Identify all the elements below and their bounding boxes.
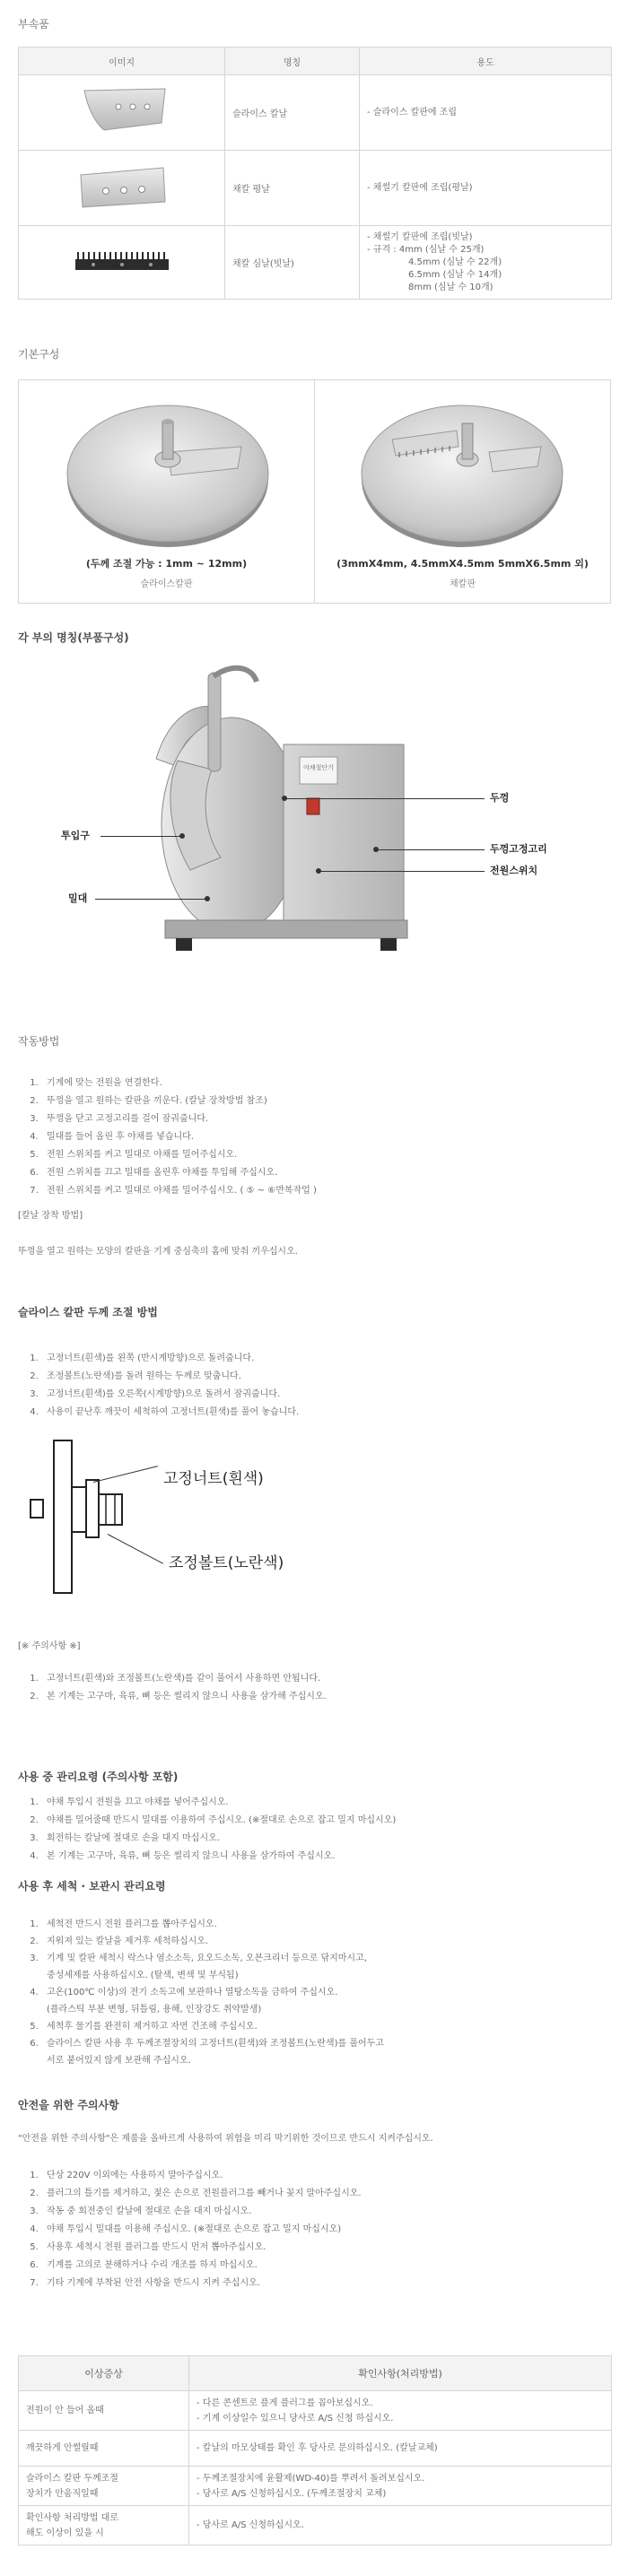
list-item: 4. 사용이 끝난후 깨끗이 세척하여 고정너트(흰색)를 풀어 놓습니다. — [41, 1404, 625, 1422]
list-item: 1. 야채 투입시 전원을 끄고 야채를 넣어주십시오. — [41, 1794, 625, 1812]
adjuster-drawing — [25, 1435, 178, 1597]
slice-disc-image — [62, 393, 274, 554]
list-item: 2. 지워져 있는 칼날을 제거후 세척하십시오. — [41, 1933, 625, 1950]
basic-components — [18, 379, 611, 604]
accessories-header-row — [19, 48, 612, 75]
caution-list — [18, 1670, 625, 1706]
accessory-use: - 채썰기 칼판에 조립(빗날) - 규격 : 4mm (심날 수 25개) 4.5mm (심날 수 22개) 6.5mm (심날 수 14개) 8mm (심날 수 10개) — [360, 226, 612, 300]
adjust-bolt-label: 조정볼트(노란색) — [169, 1554, 284, 1572]
action-cell: - 다른 콘센트로 플게 플러그를 꼽아보십시오. - 기계 이상일수 있으니 당사로 A/S 신청 하십시오. — [189, 2391, 612, 2431]
slice-title: 슬라이스 칼판 두께 조절 방법 — [18, 1306, 158, 1318]
list-item: 6. 기계를 고의로 분해하거나 수리 개조를 하지 마십시오. — [41, 2257, 625, 2275]
list-item: 7. 기타 기계에 부착된 안전 사항을 반드시 지켜 주십시오. — [41, 2275, 625, 2293]
list-item: 4. 본 기계는 고구마, 육류, 뼈 등은 썰리지 않으니 사용을 삼가하여 주십시오. — [41, 1848, 625, 1866]
list-item: 1. 세척전 반드시 전원 플러그를 뽑아주십시오. — [41, 1916, 625, 1933]
header-symptom: 이상증상 — [19, 2356, 189, 2391]
accessory-use: - 슬라이스 칼판에 조립 — [360, 75, 612, 151]
flat-blade-image — [19, 151, 225, 226]
machine-plate-text: 야채절단기 — [303, 764, 334, 771]
julienne-disc-image — [356, 393, 568, 554]
list-item: 3. 작동 중 회전중인 칼날에 절대로 손을 대지 마십시오. — [41, 2203, 625, 2221]
slice-disc-caption: (두께 조절 가능 : 1mm ~ 12mm) — [85, 558, 248, 570]
list-item: 2. 뚜껑을 열고 원하는 칼판을 끼운다. (칼날 장착방법 참조) — [41, 1092, 625, 1110]
label-power-switch: 전원스위치 — [490, 865, 538, 876]
safety-steps — [18, 2167, 625, 2293]
list-item: 3. 기계 및 칼판 세척시 락스나 염소소독, 요오드소독, 오븐크리너 등으로 닦지마시고, 중성세제를 사용하십시오. (탈색, 변색 및 부식됨) — [41, 1950, 625, 1984]
table-row — [19, 226, 612, 300]
label-lid: 두껑 — [490, 792, 510, 804]
fixing-nut-label: 고정너트(흰색) — [163, 1470, 264, 1488]
list-item: 6. 슬라이스 칼판 사용 후 두께조절장치의 고정너트(흰색)와 조정볼트(노란색)를 풀어두고 서로 붙어있지 않게 보관해 주십시오. — [41, 2035, 625, 2069]
symptom-cell: 전원이 안 들어 올때 — [19, 2391, 189, 2431]
list-item: 2. 본 기계는 고구마, 육류, 뼈 등은 썰리지 않으니 사용을 삼가해 주십시오. — [41, 1688, 625, 1706]
header-image: 이미지 — [19, 48, 225, 75]
action-cell: - 칼날의 마모상태를 확인 후 당사로 문의하십시오. (칼날교체) — [189, 2431, 612, 2467]
table-row — [19, 2391, 612, 2431]
table-row — [19, 2467, 612, 2506]
list-item: 2. 조정볼트(노란색)를 돌려 원하는 두께로 맞춥니다. — [41, 1368, 625, 1386]
list-item: 1. 고정너트(흰색)와 조정볼트(노란색)를 같이 풀어서 사용하면 안됩니다. — [41, 1670, 625, 1688]
operation-title: 작동방법 — [18, 1035, 60, 1048]
table-row — [19, 75, 612, 151]
label-pusher: 밀대 — [68, 892, 88, 904]
table-row — [19, 151, 612, 226]
accessories-title: 부속품 — [18, 18, 49, 30]
accessory-use: - 채썰기 칼판에 조립(평날) — [360, 151, 612, 226]
list-item: 1. 단상 220V 이외에는 사용하지 말아주십시오. — [41, 2167, 625, 2185]
label-feed-inlet: 투입구 — [61, 830, 90, 841]
table-row — [19, 2431, 612, 2467]
list-item: 7. 전원 스위치를 켜고 밀대로 야채를 밀어주십시오. ( ⑤ ~ ⑥반복작업 ) — [41, 1182, 625, 1200]
list-item: 1. 고정너트(흰색)를 왼쪽 (반시계방향)으로 돌려줍니다. — [41, 1350, 625, 1368]
usage-steps — [18, 1794, 625, 1866]
safety-intro: "안전을 위한 주의사항"은 제품을 올바르게 사용하여 위험을 미리 막기위한 것이므로 반드시 지켜주십시오. — [18, 2134, 433, 2144]
slice-steps — [18, 1350, 625, 1422]
parts-diagram — [0, 655, 629, 978]
operation-steps — [18, 1075, 625, 1200]
list-item: 1. 기계에 맞는 전원을 연결한다. — [41, 1075, 625, 1092]
list-item: 6. 전원 스위치를 끄고 밀대를 올린후 야채를 투입해 주십시오. — [41, 1164, 625, 1182]
vegetable-cutter-image — [133, 655, 420, 974]
list-item: 3. 뚜껑을 닫고 고정고리를 걸어 잠궈줍니다. — [41, 1110, 625, 1128]
cleaning-steps — [18, 1916, 625, 2069]
accessories-table — [18, 47, 612, 300]
symptom-cell: 깨끗하게 안썰릴때 — [19, 2431, 189, 2467]
list-item: 4. 고온(100℃ 이상)의 전기 소독고에 보관하나 열탕소독을 금하여 주십시오. (플라스틱 부분 변형, 뒤틀림, 용해, 인장강도 취약발생) — [41, 1984, 625, 2018]
table-row — [19, 2506, 612, 2546]
list-item: 5. 사용후 세척시 전원 플러그를 반드시 먼저 뽑아주십시오. — [41, 2239, 625, 2257]
julienne-disc-name: 채칼판 — [450, 579, 476, 589]
troubleshooting-header-row — [19, 2356, 612, 2391]
action-cell: - 당사로 A/S 신청하십시오. — [189, 2506, 612, 2546]
accessory-name: 채칼 심날(빗날) — [225, 226, 360, 300]
basic-title: 기본구성 — [18, 348, 60, 361]
list-item: 2. 야채를 밀어줄때 반드시 밀대를 이용하여 주십시오. (※절대로 손으로 잡고 밀지 마십시오) — [41, 1812, 625, 1830]
blade-mount-label: [칼날 장착 방법] — [18, 1211, 83, 1221]
slice-blade-image — [19, 75, 225, 151]
julienne-disc-panel — [314, 380, 610, 603]
list-item: 3. 고정너트(흰색)를 오른쪽(시계방향)으로 돌려서 잠궈줍니다. — [41, 1386, 625, 1404]
slice-disc-name: 슬라이스칼판 — [140, 579, 193, 589]
thickness-diagram — [0, 1435, 629, 1597]
header-use: 용도 — [360, 48, 612, 75]
caution-label: [※ 주의사항 ※] — [18, 1641, 81, 1651]
usage-title: 사용 중 관리요령 (주의사항 포함) — [18, 1771, 179, 1783]
symptom-cell: 확인사항 처리방법 대로 해도 이상이 있을 시 — [19, 2506, 189, 2546]
list-item: 3. 회전하는 칼날에 절대로 손을 대지 마십시오. — [41, 1830, 625, 1848]
accessory-name: 슬라이스 칼날 — [225, 75, 360, 151]
list-item: 4. 야채 투입시 밀대를 이용해 주십시오. (※절대로 손으로 잡고 밀지 마십시오) — [41, 2221, 625, 2239]
accessory-name: 채칼 평날 — [225, 151, 360, 226]
header-action: 확인사항(처리방법) — [189, 2356, 612, 2391]
list-item: 5. 전원 스위치를 켜고 밀대로 야채를 밀어주십시오. — [41, 1146, 625, 1164]
header-name: 명칭 — [225, 48, 360, 75]
troubleshooting-table — [18, 2355, 612, 2546]
symptom-cell: 슬라이스 칼판 두께조절 장치가 안움직일때 — [19, 2467, 189, 2506]
label-lid-lock: 두껑고정고리 — [490, 843, 547, 855]
list-item: 5. 세척후 물기를 완전히 제거하고 자연 건조해 주십시오. — [41, 2018, 625, 2035]
safety-title: 안전을 위한 주의사항 — [18, 2099, 119, 2111]
action-cell: - 두께조절장치에 윤활제(WD-40)를 뿌려서 돌려보십시오. - 당사로 A/S 신청하십시오. (두께조절장치 교체) — [189, 2467, 612, 2506]
comb-blade-image — [19, 226, 225, 300]
blade-mount-text: 뚜껑을 열고 원하는 모양의 칼판을 기계 중심축의 홈에 맞춰 끼우십시오. — [18, 1247, 298, 1257]
parts-title: 각 부의 명칭(부품구성) — [18, 631, 129, 644]
slice-disc-panel — [19, 380, 314, 603]
cleaning-title: 사용 후 세척 · 보관시 관리요령 — [18, 1880, 166, 1893]
list-item: 2. 플러그의 틀기를 제거하고, 젖은 손으로 전원플러그를 빼거나 꽂지 말아주십시오. — [41, 2185, 625, 2203]
julienne-disc-caption: (3mmX4mm, 4.5mmX4.5mm 5mmX6.5mm 외) — [336, 558, 589, 570]
list-item: 4. 밀대를 들어 올린 후 야채를 넣습니다. — [41, 1128, 625, 1146]
